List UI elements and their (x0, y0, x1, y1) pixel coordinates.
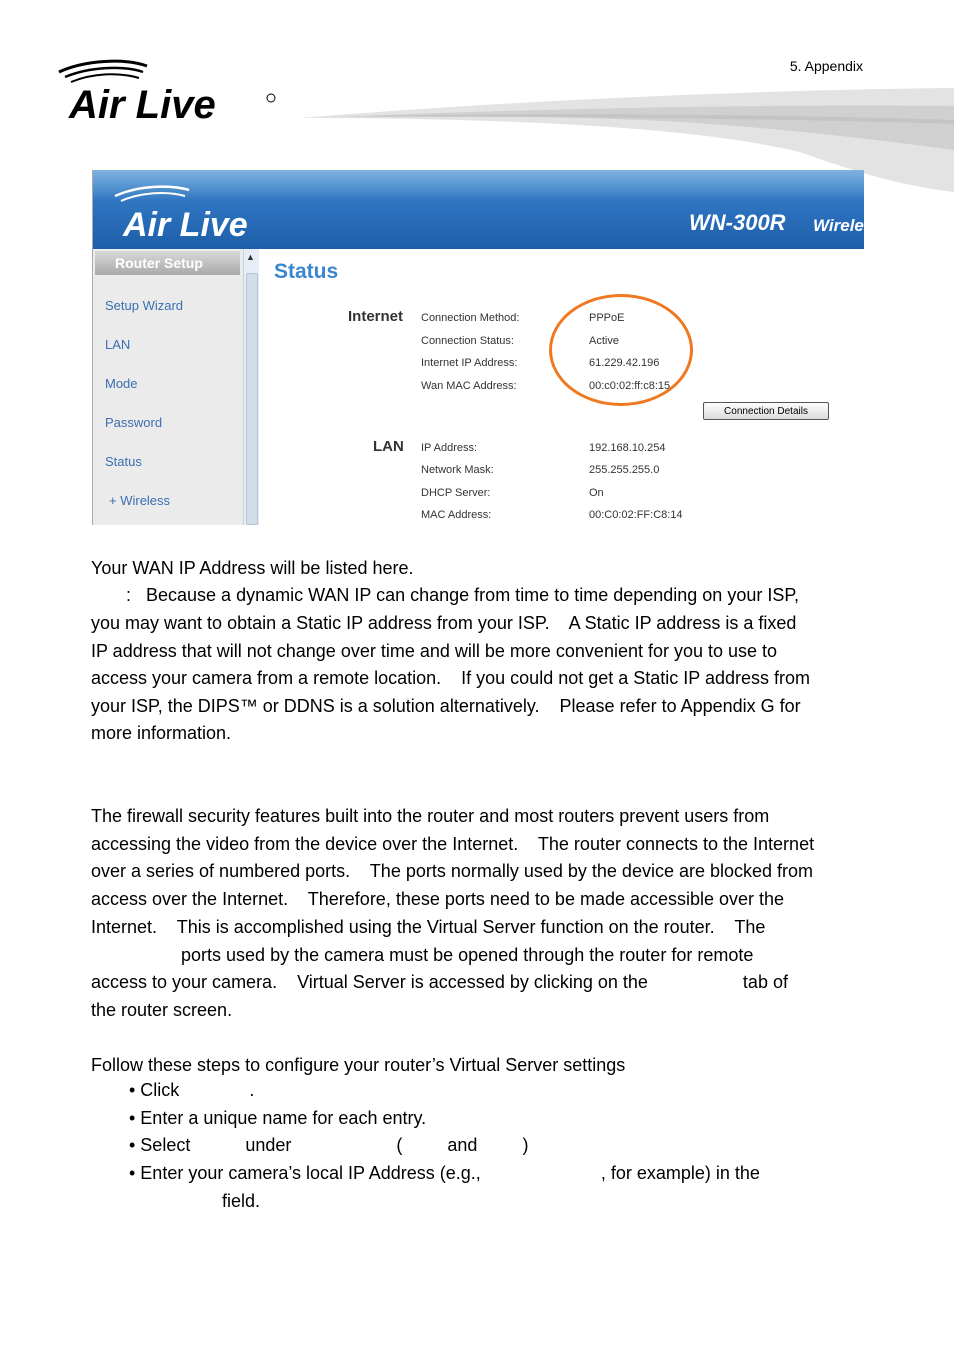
connection-status-value: Active (589, 335, 619, 347)
wan-mac-value: 00:c0:02:ff:c8:15 (589, 380, 671, 392)
step-item: • Enter your camera’s local IP Address (e.g., , for example) in the (129, 1163, 760, 1183)
svg-text:Air Live: Air Live (123, 206, 248, 244)
router-banner (93, 170, 864, 249)
para2-line: access over the Internet. Therefore, these ports need to be made accessible over the (91, 889, 785, 909)
sidebar-item-setup-wizard[interactable]: Setup Wizard (105, 298, 184, 313)
airlive-logo (55, 58, 285, 128)
para1-line: you may want to obtain a Static IP address from your ISP. A Static IP address is a fixed (91, 613, 797, 633)
para2-line: access to your camera. Virtual Server is accessed by clicking on the tab of (91, 972, 788, 992)
wan-mac-label: Wan MAC Address: (421, 380, 517, 392)
router-status-screenshot (92, 170, 864, 525)
svg-text:Air Live: Air Live (69, 83, 216, 127)
para2-line: ports used by the camera must be opened through the router for remote (91, 945, 754, 965)
sidebar-item-wireless[interactable]: + Wireless (109, 493, 171, 508)
para1-line: IP address that will not change over time and will be more convenient for you to use to (91, 641, 778, 661)
lan-mac-value: 00:C0:02:FF:C8:14 (589, 509, 683, 521)
internet-ip-value: 61.229.42.196 (589, 357, 660, 369)
para2-line: accessing the video from the device over the Internet. The router connects to the Internet (91, 834, 815, 854)
sidebar-title: Router Setup (95, 251, 240, 275)
para2-line: the router screen. (91, 1000, 233, 1020)
sidebar-item-lan[interactable]: LAN (105, 337, 131, 352)
para2-line: The firewall security features built into the router and most routers prevent users from (91, 806, 770, 826)
connection-method-value: PPPoE (589, 312, 625, 324)
step-item: • Select under ( and ) (129, 1135, 529, 1155)
para1-line: more information. (91, 723, 232, 743)
router-sidebar (93, 249, 258, 525)
router-logo (113, 184, 293, 244)
para2-line: Internet. This is accomplished using the Virtual Server function on the router. The (91, 917, 766, 937)
lan-section-label: LAN (373, 438, 404, 455)
lan-ip-label: IP Address: (421, 442, 478, 454)
network-mask-label: Network Mask: (421, 464, 494, 476)
para1-line: your ISP, the DIPS™ or DDNS is a solution alternatively. Please refer to Appendix G for (91, 696, 801, 716)
internet-section-label: Internet (348, 308, 404, 325)
internet-ip-label: Internet IP Address: (421, 357, 518, 369)
page-header-section: 5. Appendix (789, 58, 863, 74)
steps-intro: Follow these steps to configure your router’s Virtual Server settings (91, 1055, 626, 1075)
network-mask-value: 255.255.255.0 (589, 464, 660, 476)
router-model: WN-300R (689, 210, 786, 235)
sidebar-scrollbar[interactable] (243, 249, 259, 525)
connection-status-label: Connection Status: (421, 335, 514, 347)
dhcp-server-value: On (589, 487, 604, 499)
sidebar-item-status[interactable]: Status (105, 454, 142, 469)
step-item-continuation: field. (222, 1191, 261, 1211)
status-page-title: Status (274, 260, 339, 283)
dhcp-server-label: DHCP Server: (421, 487, 491, 499)
step-item: • Enter a unique name for each entry. (129, 1108, 427, 1128)
wan-info-highlight (549, 294, 693, 406)
scroll-up-icon[interactable]: ▲ (246, 252, 255, 262)
para1-line: : Because a dynamic WAN IP can change from time to time depending on your ISP, (91, 585, 800, 605)
connection-method-label: Connection Method: (421, 312, 520, 324)
sidebar-item-password[interactable]: Password (105, 415, 163, 430)
router-model-suffix: Wirele (813, 216, 864, 235)
para2-line: over a series of numbered ports. The ports normally used by the device are blocked from (91, 861, 814, 881)
connection-details-button[interactable]: Connection Details (703, 402, 829, 420)
step-item: • Click . (129, 1080, 255, 1100)
para1-line: access your camera from a remote location. If you could not get a Static IP address from (91, 668, 810, 688)
lan-mac-label: MAC Address: (421, 509, 492, 521)
sidebar-item-mode[interactable]: Mode (105, 376, 138, 391)
lan-ip-value: 192.168.10.254 (589, 442, 666, 454)
para1-line: Your WAN IP Address will be listed here. (91, 558, 414, 578)
